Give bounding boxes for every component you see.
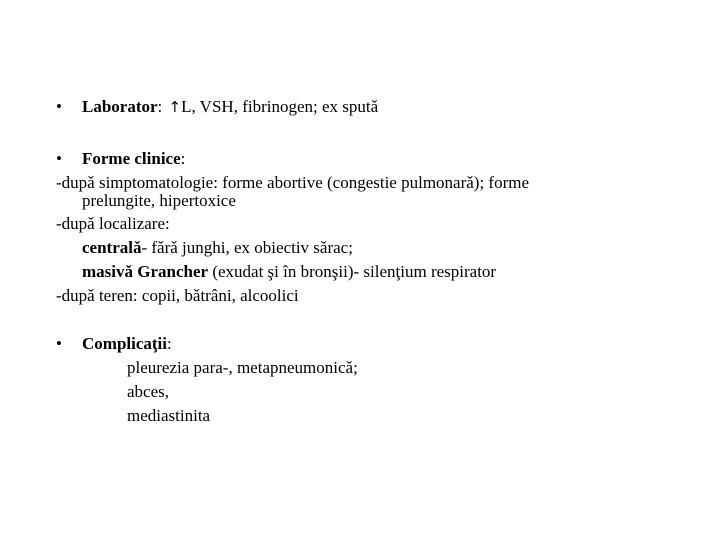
forme-line-masiva <box>82 262 496 282</box>
forme-line-localizare: -dupǎ localizare: <box>56 214 170 233</box>
complicatii-heading: Complicaţii <box>82 334 167 353</box>
forme-line-teren: -dupǎ teren: copii, bǎtrâni, alcoolici <box>56 286 299 305</box>
forme-line-centrala <box>82 238 353 258</box>
centrala-description: - fǎrǎ junghi, ex obiectiv sǎrac; <box>141 238 353 257</box>
forme-colon: : <box>180 149 186 168</box>
laborator-content <box>82 97 378 117</box>
masiva-term: masivǎ Grancher <box>82 262 209 281</box>
complicatii-colon: : <box>167 334 172 353</box>
bullet: • <box>56 97 62 116</box>
laborator-heading: Laborator <box>82 97 158 116</box>
centrala-term: centralǎ <box>82 238 142 257</box>
bullet: • <box>56 149 62 168</box>
forme-line-prelungite: prelungite, hipertoxice <box>82 191 236 210</box>
laborator-text: L, VSH, fibrinogen; ex sputǎ <box>181 97 379 116</box>
complicatii-item-abces: abces, <box>127 382 170 401</box>
complicatii-item-pleurezia: pleurezia para-, metapneumonicǎ; <box>127 358 358 377</box>
complicatii-item-mediastinita: mediastinita <box>127 406 211 425</box>
forme-heading: Forme clinice <box>82 149 181 168</box>
laborator-colon: : <box>157 97 167 116</box>
masiva-description: (exudat şi în bronşii)- silenţium respirator <box>208 262 497 281</box>
forme-heading-content <box>82 149 185 169</box>
complicatii-heading-content <box>82 334 172 354</box>
bullet: • <box>56 334 62 353</box>
forme-line-simptomatologie: -dupǎ simptomatologie: forme abortive (congestie pulmonarǎ); forme <box>56 173 530 192</box>
up-arrow-icon: ↑ <box>168 98 182 116</box>
